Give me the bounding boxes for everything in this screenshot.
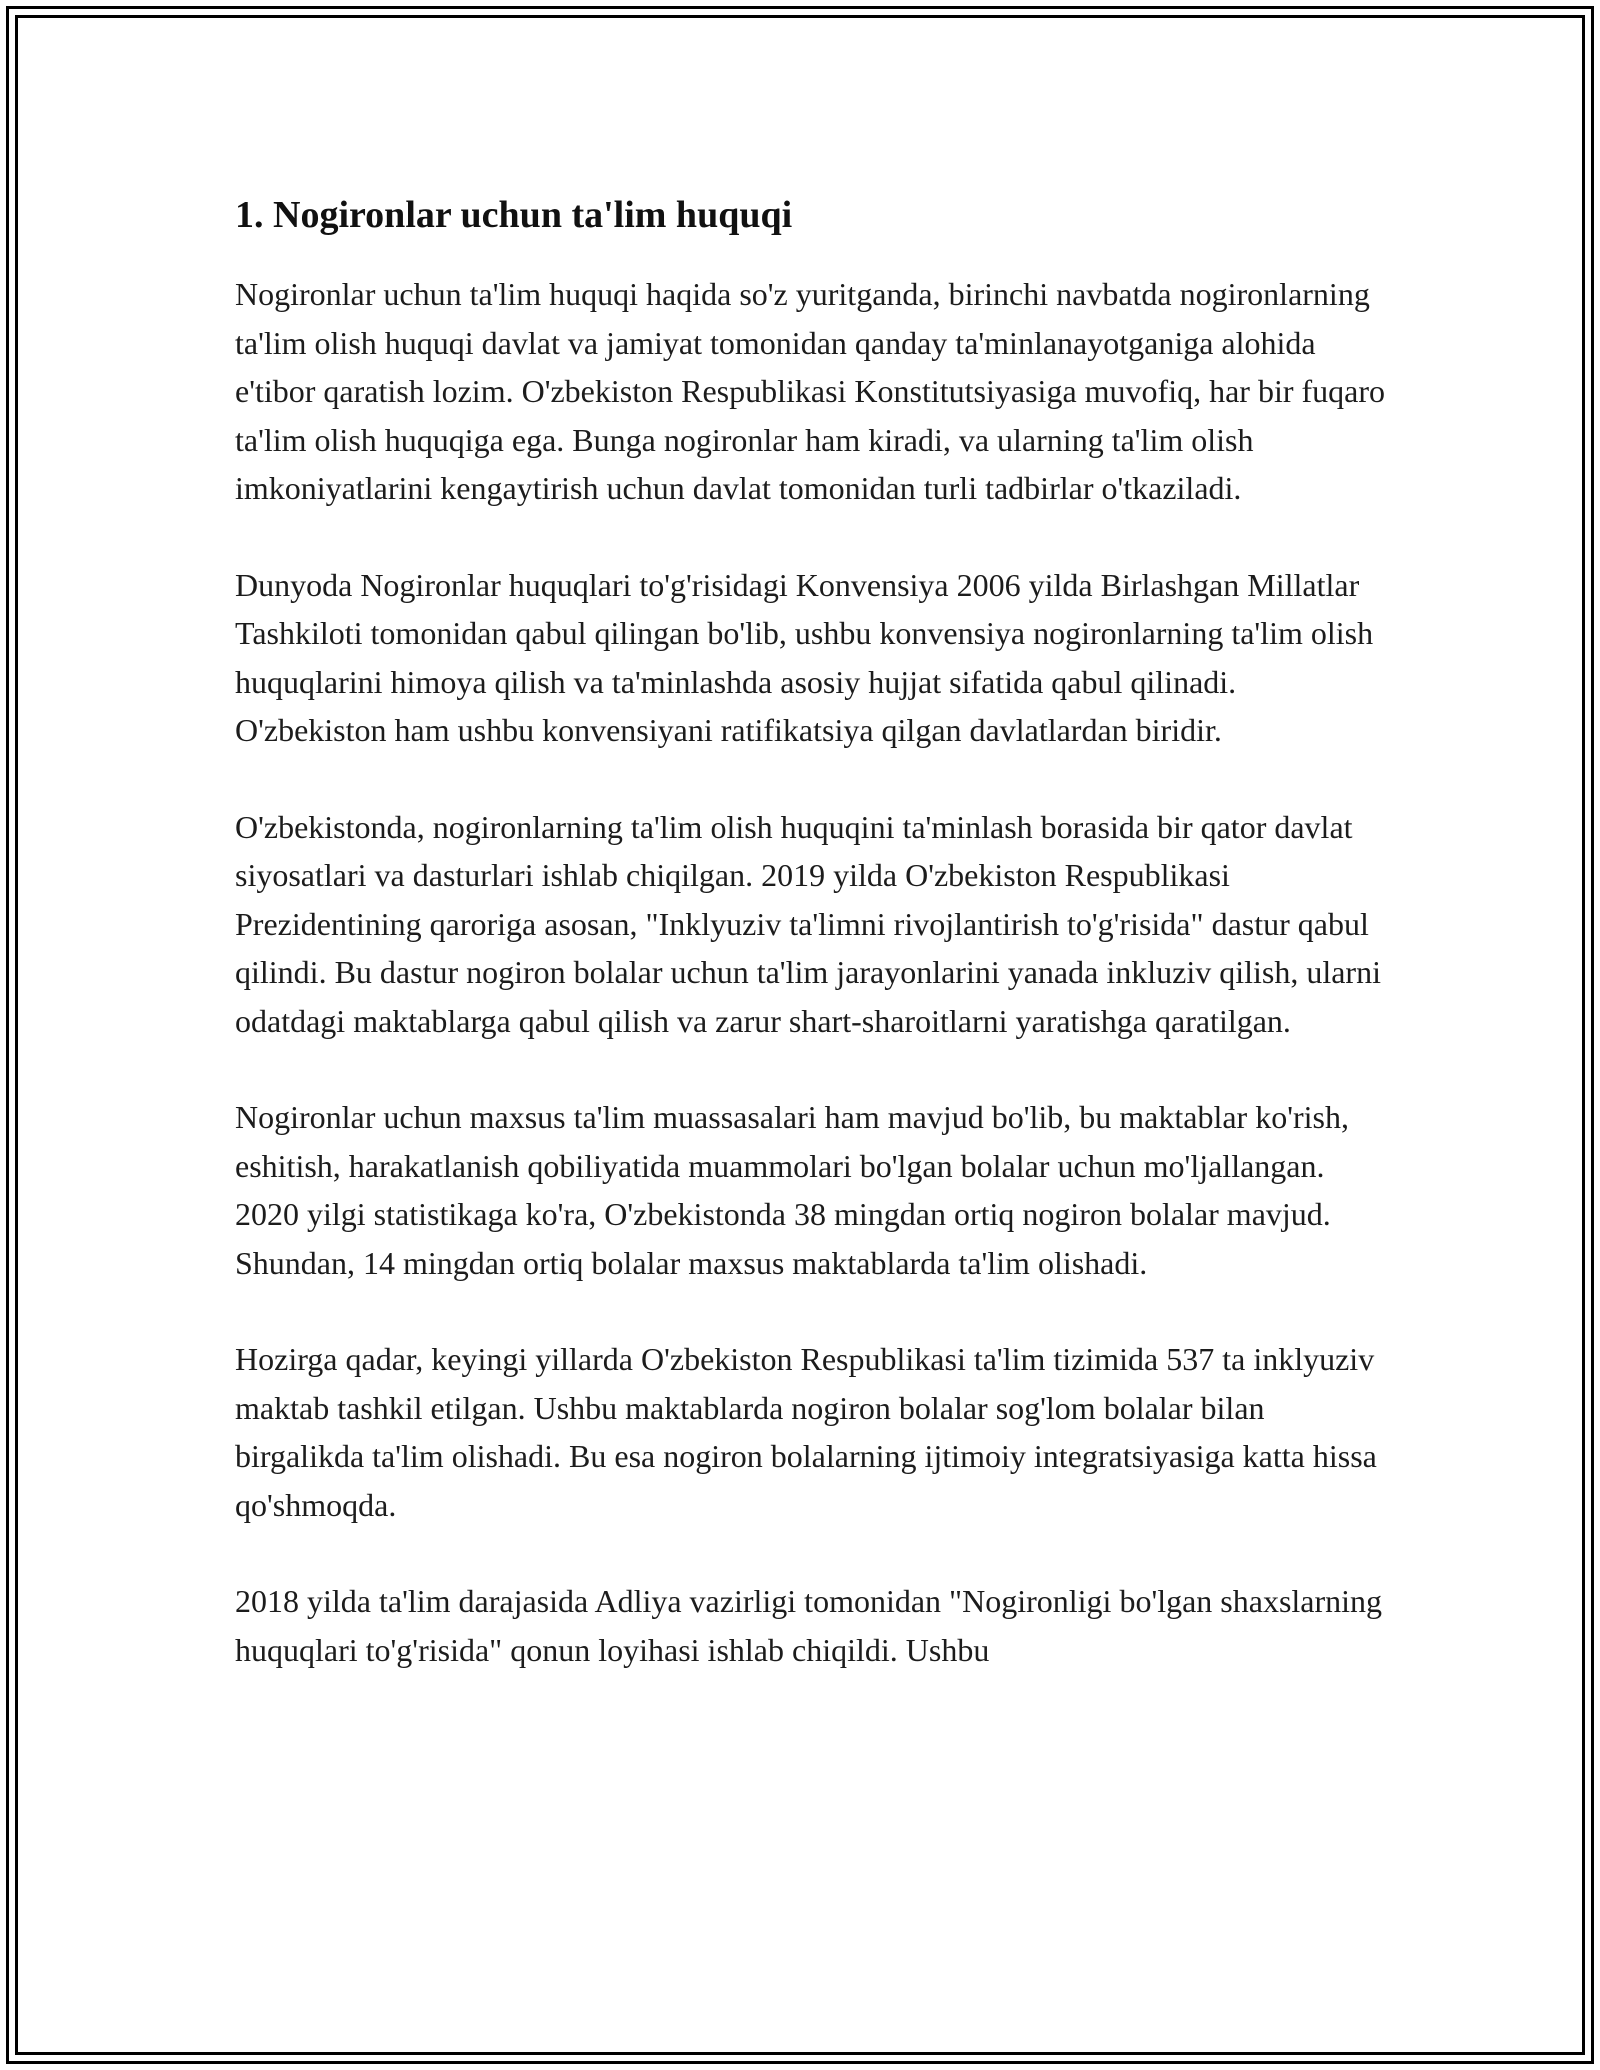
section-heading: 1. Nogironlar uchun ta'lim huquqi [235,194,793,236]
paragraph-1: Nogironlar uchun ta'lim huquqi haqida so'z yuritganda, birinchi navbatda nogironlarning ta'lim olish huquqi davlat va jamiyat tomonidan qanday ta'minlanayotganiga alohida e'tibor qaratish lozim. O'zbekiston Respublikasi Konstitutsiyasiga muvofiq, har bir fuqaro ta'lim olish huquqiga ega. Bunga nogironlar ham kiradi, va ularning ta'lim olish imkoniyatlarini kengaytirish uchun davlat tomonidan turli tadbirlar o'tkaziladi. [235,276,1385,506]
document-body [235,190,1385,1722]
paragraph-4: Nogironlar uchun maxsus ta'lim muassasalari ham mavjud bo'lib, bu maktablar ko'rish, eshitish, harakatlanish qobiliyatida muammolari bo'lgan bolalar uchun mo'ljallangan. 2020 yilgi statistikaga ko'ra, O'zbekistonda 38 mingdan ortiq nogiron bolalar mavjud. Shundan, 14 mingdan ortiq bolalar maxsus maktablarda ta'lim olishadi. [235,1099,1349,1281]
paragraph-2: Dunyoda Nogironlar huquqlari to'g'risidagi Konvensiya 2006 yilda Birlashgan Millatlar Tashkiloti tomonidan qabul qilingan bo'lib, ushbu konvensiya nogironlarning ta'lim olish huquqlarini himoya qilish va ta'minlashda asosiy hujjat sifatida qabul qilinadi. O'zbekiston ham ushbu konvensiyani ratifikatsiya qilgan davlatlardan biridir. [235,566,1374,748]
paragraph-5: Hozirga qadar, keyingi yillarda O'zbekiston Respublikasi ta'lim tizimida 537 ta inklyuziv maktab tashkil etilgan. Ushbu maktablarda nogiron bolalar sog'lom bolalar bilan birgalikda ta'lim olishadi. Bu esa nogiron bolalarning ijtimoiy integratsiyasiga katta hissa qo'shmoqda. [235,1341,1377,1523]
paragraph-6: 2018 yilda ta'lim darajasida Adliya vazirligi tomonidan "Nogironligi bo'lgan shaxslarning huquqlari to'g'risida" qonun loyihasi ishlab chiqildi. Ushbu [235,1583,1383,1668]
paragraph-3: O'zbekistonda, nogironlarning ta'lim olish huquqini ta'minlash borasida bir qator davlat siyosatlari va dasturlari ishlab chiqilgan. 2019 yilda O'zbekiston Respublikasi Prezidentining qaroriga asosan, "Inklyuziv ta'limni rivojlantirish to'g'risida" dastur qabul qilindi. Bu dastur nogiron bolalar uchun ta'lim jarayonlarini yanada inkluziv qilish, ularni odatdagi maktablarga qabul qilish va zarur shart-sharoitlarni yaratishga qaratilgan. [235,808,1381,1039]
